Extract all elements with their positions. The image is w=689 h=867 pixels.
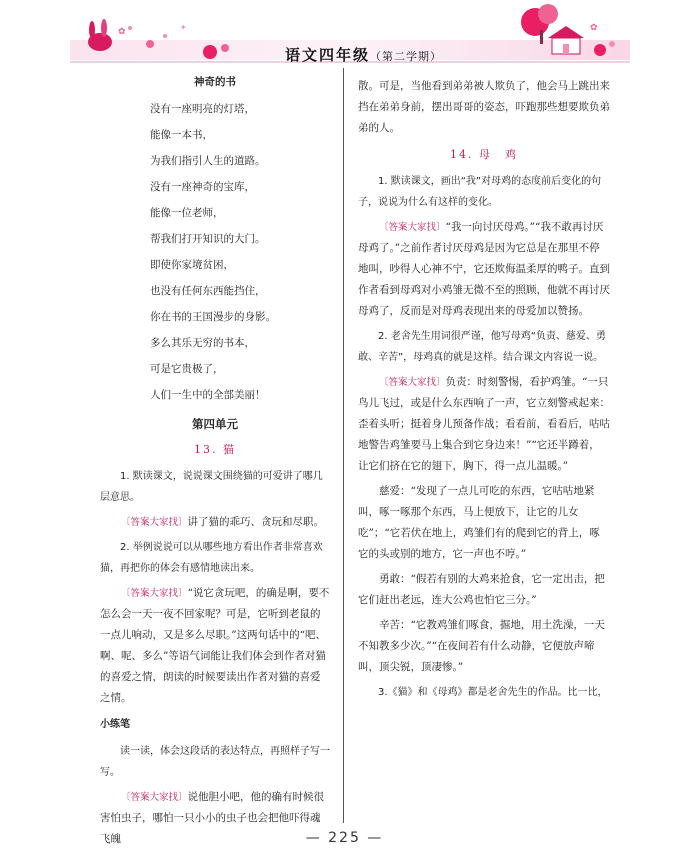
right-column [358, 72, 610, 707]
poem-line: 即使你家境贫困， [150, 259, 234, 271]
poem-line: 没有一座明亮的灯塔， [150, 103, 255, 115]
poem [100, 96, 330, 408]
answer-text: “我一向讨厌母鸡。”“我不敢再讨厌母鸡了。”之前作者讨厌母鸡是因为它总是在那里不停地叫，吵得人心神不宁，它还欺侮温柔厚的鸭子。直到作者看到母鸡对小鸡雏无微不至的照顾，他就不再讨厌母鸡了，反而是对母鸡表现出来的母爱加以赞扬。 [358, 221, 610, 317]
answer-text: 负责：时刻警惕，看护鸡雏。“一只鸟儿飞过，或是什么东西响了一声，它立刻警戒起来：歪着头听；挺着身儿预备作战；看看前，看看后，咕咕地警告鸡雏要马上集合到它身边来！”“它还半蹲着，让它们挤在它的翅下，胸下，得一点儿温暖。” [358, 376, 610, 472]
svg-text:✿: ✿ [118, 27, 126, 37]
answer-2 [358, 372, 610, 477]
left-dot-ornament [146, 40, 154, 48]
practice-title: 小练笔 [100, 719, 130, 730]
practice-instruction: 读一读，体会这段话的表达特点，再照样子写一写。 [100, 746, 330, 778]
book-title [285, 44, 442, 65]
lesson-13-heading: 13. 猫 [194, 443, 236, 456]
book-title-main: 语文四年级 [285, 46, 371, 64]
question-3: 3.《猫》和《母鸡》都是老舍先生的作品。比一比， [378, 687, 608, 698]
answer-text: 讲了猫的乖巧、贪玩和尽职。 [187, 516, 325, 528]
question-1: 1. 默读课文，画出“我”对母鸡的态度前后变化的句子，说说为什么有这样的变化。 [358, 176, 602, 208]
question-2: 2. 老舍先生用词很严谨，他写母鸡“负责、慈爱、勇敢、辛苦”，母鸡真的就是这样。结合课文内容说一说。 [358, 331, 606, 363]
answer-tag: 〔答案大家找〕 [121, 792, 188, 803]
answer-2 [100, 583, 330, 709]
answer-tag: 〔答案大家找〕 [121, 588, 188, 599]
left-column [100, 72, 330, 854]
svg-text:✦: ✦ [180, 23, 187, 32]
answer-text: “说它贪玩吧，的确是啊，要不怎么会一天一夜不回家呢？可是，它听到老鼠的一点儿响动，又是多么尽职。”这两句话中的“吧、啊、呢、多么”等语气词能让我们体会到作者对猫的喜爱之情，朗读的时候要读出作者对猫的喜爱之情。 [100, 587, 330, 704]
poem-title: 神奇的书 [194, 76, 236, 88]
answer-1 [358, 217, 610, 322]
poem-line: 能像一位老师， [150, 207, 224, 219]
book-title-sub: （第二学期） [370, 50, 443, 63]
poem-line: 没有一座神奇的宝库， [150, 181, 255, 193]
paragraph-ciai: 慈爱：“发现了一点儿可吃的东西，它咕咕地紧叫，啄一啄那个东西，马上便放下，让它的儿女吃”；“它若伏在地上，鸡雏们有的爬到它的背上，啄它的头或别的地方，它一声也不哼。” [358, 485, 600, 560]
poem-line: 也没有任何东西能挡住， [150, 285, 266, 297]
answer-tag: 〔答案大家找〕 [121, 517, 188, 528]
poem-line: 可是它贵极了， [150, 363, 224, 375]
page-number: — 225 — [305, 830, 384, 846]
continued-paragraph: 散。可是，当他看到弟弟被人欺负了，他会马上跳出来挡在弟弟身前，摆出哥哥的姿态，吓跑那些想要欺负弟弟的人。 [358, 80, 610, 134]
lesson-14-heading: 14. 母 鸡 [450, 148, 518, 161]
answer-1 [100, 512, 330, 533]
answer-tag: 〔答案大家找〕 [379, 222, 446, 233]
question-1: 1. 默读课文，说说课文围绕猫的可爱讲了哪几层意思。 [100, 471, 323, 503]
answer-text: 说他胆小吧，他的确有时候很害怕虫子，哪怕一只小小的虫子也会把他吓得魂飞魄 [100, 791, 325, 845]
poem-line: 人们一生中的全部美丽！ [150, 389, 266, 401]
paragraph-xinku: 辛苦：“它教鸡雏们啄食，掘地，用土洗澡，一天不知教多少次。”“在夜间若有什么动静，它便放声啼叫，顶尖锐，顶凄惨。” [358, 619, 605, 673]
paragraph-yonggan: 勇敢：“假若有别的大鸡来抢食，它一定出击，把它们赶出老远，连大公鸡也怕它三分。” [358, 573, 605, 606]
poem-line: 帮我们打开知识的大门。 [150, 233, 266, 245]
poem-line: 你在书的王国漫步的身影。 [150, 311, 276, 323]
svg-text:✿: ✿ [590, 23, 598, 33]
poem-line: 多么其乐无穷的书本， [150, 337, 255, 349]
question-2: 2. 举例说说可以从哪些地方看出作者非常喜欢猫，再把你的体会有感情地读出来。 [100, 542, 323, 574]
column-divider [343, 68, 344, 823]
answer-tag: 〔答案大家找〕 [379, 377, 446, 388]
unit-heading: 第四单元 [192, 417, 238, 431]
poem-line: 能像一本书， [150, 129, 213, 141]
poem-line: 为我们指引人生的道路。 [150, 155, 266, 167]
